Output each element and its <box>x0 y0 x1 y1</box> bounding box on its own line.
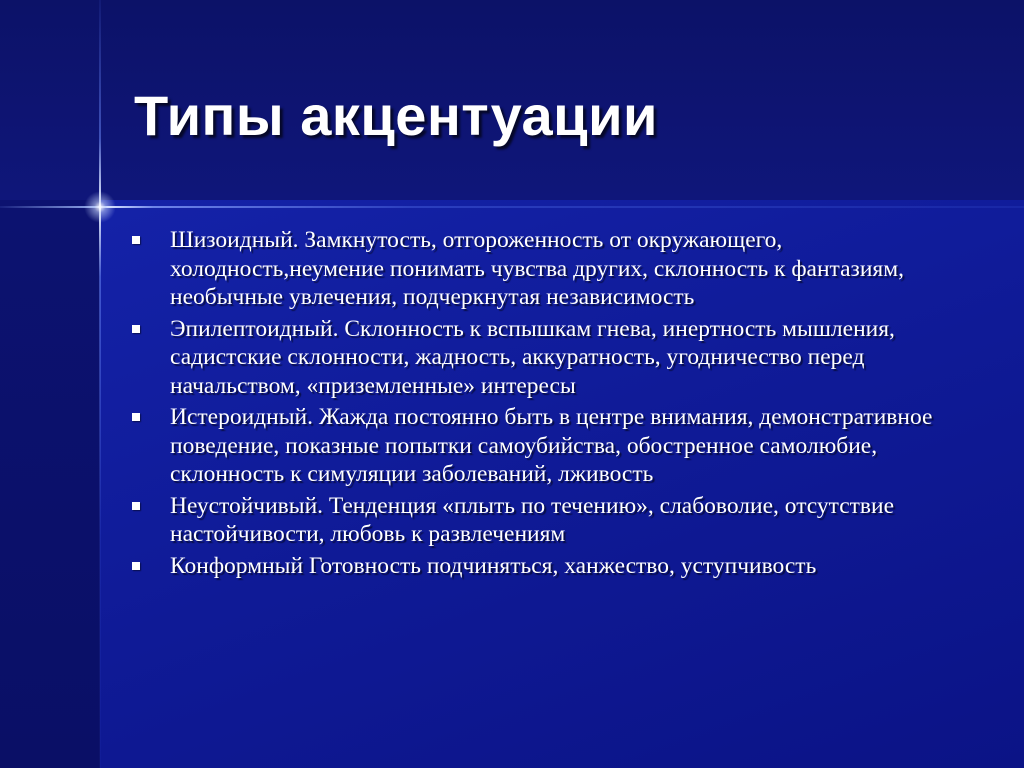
list-item <box>130 492 990 549</box>
list-item <box>130 552 990 581</box>
bullet-list <box>130 226 990 583</box>
list-item-text: Конформный Готовность подчиняться, ханжество, уступчивость <box>170 552 817 579</box>
vertical-glow-line <box>99 0 101 768</box>
sparkle-icon <box>84 191 116 223</box>
square-bullet-icon <box>132 413 140 421</box>
list-item <box>130 315 990 401</box>
list-item-text: Неустойчивый. Тенденция «плыть по течению», слабоволие, отсутствие настойчивости, любовь к развлечениям <box>170 492 895 547</box>
square-bullet-icon <box>132 236 140 244</box>
square-bullet-icon <box>132 502 140 510</box>
list-item-text: Эпилептоидный. Склонность к вспышкам гнева, инертность мышления, садистские склонности, жадность, аккуратность, угодничество перед начальством, «приземленные» интересы <box>170 315 895 399</box>
list-item-text: Шизоидный. Замкнутость, отгороженность от окружающего, холодность,неумение понимать чувства других, склонность к фантазиям, необычные увлечения, подчеркнутая независимость <box>170 227 904 310</box>
list-item-text: Истероидный. Жажда постоянно быть в центре внимания, демонстративное поведение, показные попытки самоубийства, обостренное самолюбие, склонность к симуляции заболеваний, лживость <box>170 404 933 487</box>
list-item <box>130 403 990 489</box>
list-item <box>130 226 990 312</box>
left-band <box>0 200 100 768</box>
square-bullet-icon <box>132 325 140 333</box>
slide-title: Типы акцентуации <box>134 84 658 147</box>
horizontal-glow-line <box>0 206 1024 208</box>
square-bullet-icon <box>132 562 140 570</box>
